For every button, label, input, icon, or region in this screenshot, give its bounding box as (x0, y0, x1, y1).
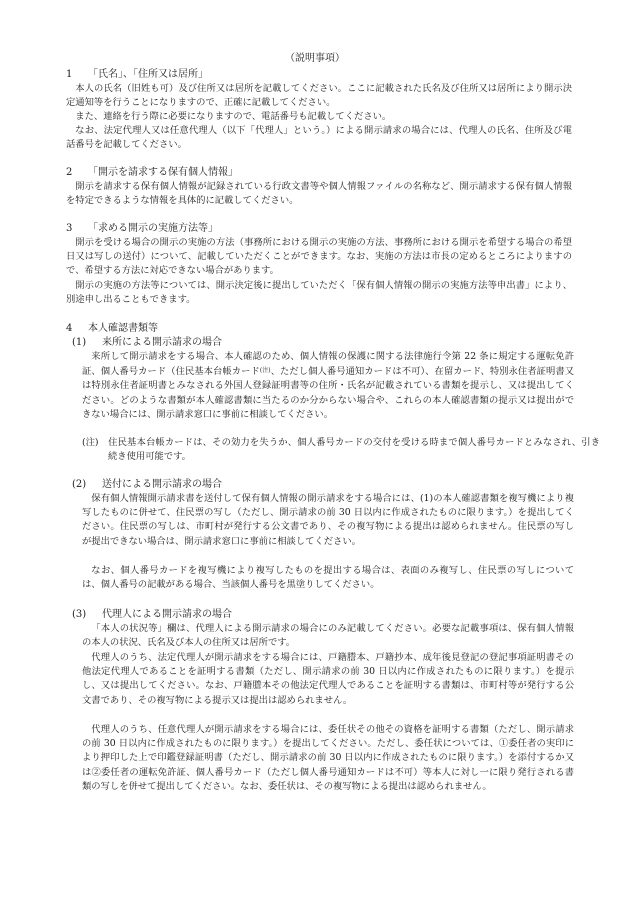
paragraph (82, 350, 574, 422)
section-2-heading (66, 166, 238, 180)
subsection-title: 来所による開示請求の場合 (102, 337, 222, 348)
subsection-3-heading (72, 608, 232, 622)
section-title: 本人確認書類等 (88, 323, 158, 334)
section-number: 4 (66, 323, 73, 334)
paragraph: 保有個人情報開示請求書を送付して保有個人情報の開示請求をする場合には、(1)の本人確認書類を複写機により複写したものに併せて、住民票の写し（ただし、開示請求の前 30 日以内に作成されたものに限ります。）を提出してください。住民票の写しは、市町村が発行する公文書であり、その複写物による提出は認められません。住民票の写しが提出できない場合は、開示請求窓口に事前に相談してください。 (82, 493, 574, 547)
footnote (82, 436, 600, 464)
section-number: 3 (66, 223, 73, 234)
subsection-title: 代理人による開示請求の場合 (102, 609, 232, 620)
note-reference: (注) (259, 367, 271, 375)
paragraph: 開示を請求する保有個人情報が記録されている行政文書等や個人情報ファイルの名称など、開示請求する保有個人情報を特定できるような情報を具体的に記載してください。 (66, 181, 572, 207)
page-title: （説明事項） (285, 53, 345, 64)
paragraph: また、連絡を行う際に必要になりますので、電話番号も記載してください。 (75, 111, 392, 122)
subsection-number: (1) (72, 337, 87, 348)
paragraph-text: 、ただし個人番号通知カードは不可）、在留カード、特別永住者証明書又は特別永住者証明書とみなされる外国人登録証明書等の住所・氏名が記載されている書類を提示し、又は提出してください。どのような書類が本人確認書類に当たるのか分からない場合や、これらの本人確認書類の提示又は提出ができない場合には、開示請求窓口に事前に相談してください。 (82, 366, 574, 420)
section-4-heading (66, 322, 158, 336)
subsection-number: (2) (72, 479, 87, 490)
subsection-number: (3) (72, 609, 87, 620)
paragraph: 代理人のうち、法定代理人が開示請求をする場合には、戸籍謄本、戸籍抄本、成年後見登記の登記事項証明書その他法定代理人であることを証明する書類（ただし、開示請求の前 30 日以内に作成されたものに限ります。）を提示し、又は提出してください。なお、戸籍謄本その他法定代理人であることを証明する書類は、市町村等が発行する公文書であり、その複写物による提示又は提出は認められません。 (82, 652, 574, 706)
paragraph: なお、法定代理人又は任意代理人（以下「代理人」という。）による開示請求の場合には、代理人の氏名、住所及び電話番号を記載してください。 (66, 125, 572, 151)
paragraph: 代理人のうち、任意代理人が開示請求をする場合には、委任状その他その資格を証明する書類（ただし、開示請求の前 30 日以内に作成されたものに限ります。）を提出してください。ただし、委任状については、①委任者の実印により押印した上で印鑑登録証明書（ただし、開示請求の前 30 日以内に作成されたものに限ります。）を添付するか又は②委任者の運転免許証、個人番号カード（ただし個人番号通知カードは不可）等本人に対し一に限り発行される書類の写しを併せて提出してください。なお、委任状は、その複写物による提出は認められません。 (82, 724, 574, 792)
paragraph-text: 来所して開示請求をする場合、本人確認のため、個人情報の保護に関する法律施行令第 22 条に規定する運転免許証、個人番号カード（住民基本台帳カード (82, 351, 574, 378)
section-number: 2 (66, 167, 73, 178)
footnote-label: (注) (82, 437, 99, 448)
section-number: 1 (66, 69, 73, 80)
section-3-heading (66, 222, 218, 236)
paragraph: 開示を受ける場合の開示の実施の方法（事務所における開示の実施の方法、事務所における開示を希望する場合の希望日又は写しの送付）について、記載していただくことができます。なお、実施の方法は市長の定めるところによりますので、希望する方法に対応できない場合があります。 (66, 237, 572, 277)
section-1-heading (66, 68, 208, 82)
paragraph: 開示の実施の方法等については、開示決定後に提出していただく「保有個人情報の開示の実施方法等申出書」により、別途申し出ることもできます。 (66, 280, 572, 306)
section-title: 「求める開示の実施方法等」 (88, 223, 218, 234)
paragraph: なお、個人番号カードを複写機により複写したものを提出する場合は、表面のみ複写し、住民票の写しについては、個人番号の記載がある場合、当該個人番号を黒塗りしてください。 (82, 565, 574, 591)
subsection-title: 送付による開示請求の場合 (102, 479, 222, 490)
subsection-1-heading (72, 336, 222, 350)
paragraph: 「本人の状況等」欄は、代理人による開示請求の場合にのみ記載してください。必要な記載事項は、保有個人情報の本人の状況、氏名及び本人の住所又は居所です。 (82, 623, 574, 649)
paragraph: 本人の氏名（旧姓も可）及び住所又は居所を記載してください。ここに記載された氏名及び住所又は居所により開示決定通知等を行うことになりますので、正確に記載してください。 (66, 83, 572, 109)
subsection-2-heading (72, 478, 222, 492)
footnote-text: 住民基本台帳カードは、その効力を失うか、個人番号カードの交付を受ける時まで個人番号カードとみなされ、引き続き使用可能です。 (108, 437, 600, 463)
section-title: 「開示を請求する保有個人情報」 (88, 167, 238, 178)
section-title: 「氏名」、「住所又は居所」 (88, 69, 208, 80)
